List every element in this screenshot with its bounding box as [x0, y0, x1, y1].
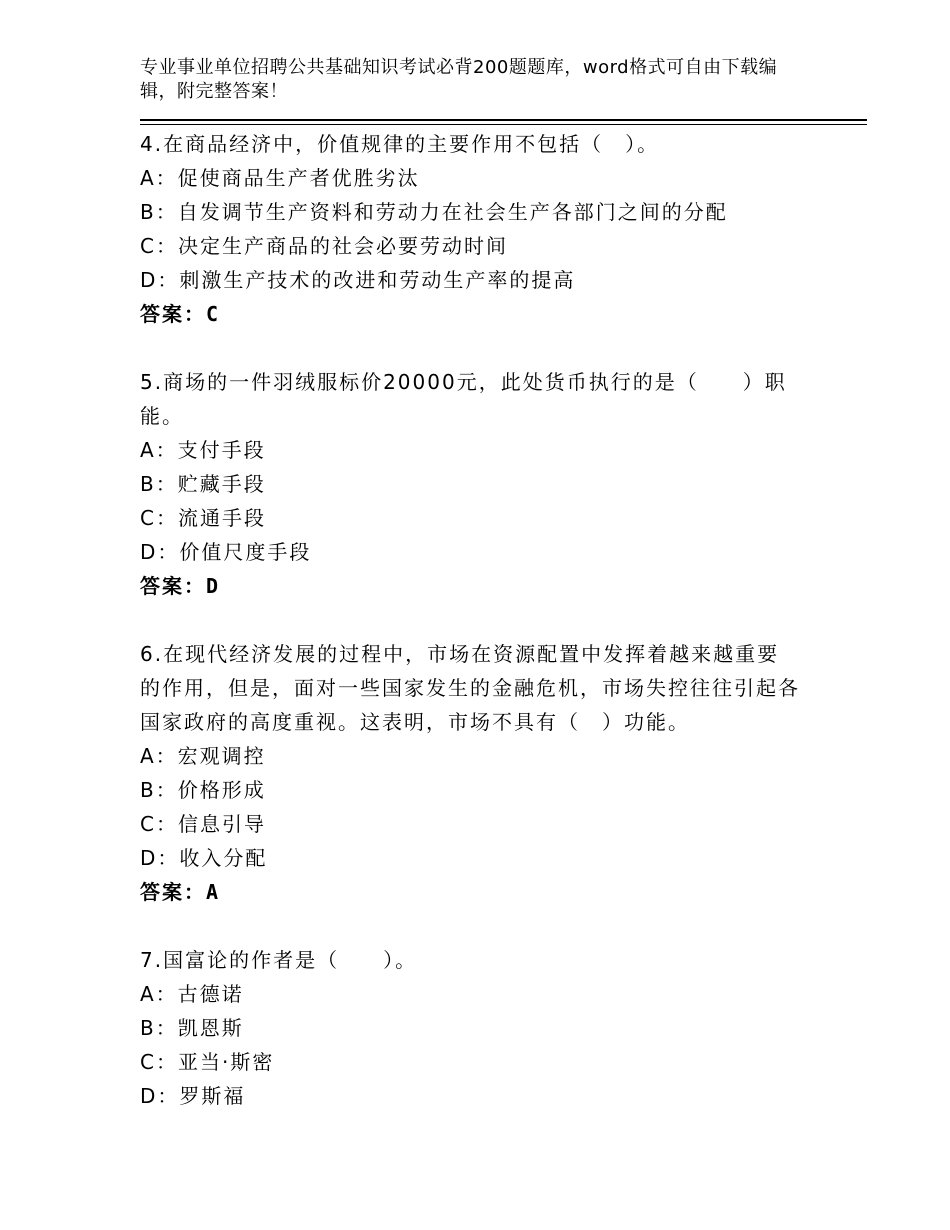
question-stem: 4.在商品经济中，价值规律的主要作用不包括（ ）。 — [140, 132, 660, 156]
answer-label: 答案： — [140, 880, 206, 904]
answer-value: D — [206, 574, 221, 598]
option-a: A：古德诺 — [140, 982, 244, 1006]
option-c: C：信息引导 — [140, 812, 266, 836]
question-stem: 5.商场的一件羽绒服标价20000元，此处货币执行的是（ ）职能。 — [140, 370, 787, 428]
option-d: D：刺激生产技术的改进和劳动生产率的提高 — [140, 268, 576, 292]
document-header: 专业事业单位招聘公共基础知识考试必背200题题库，word格式可自由下载编辑，附完整答案！ — [140, 57, 778, 102]
option-d: D：罗斯福 — [140, 1084, 246, 1108]
answer-line — [140, 297, 800, 331]
option-c: C：亚当·斯密 — [140, 1050, 275, 1074]
question-4 — [140, 127, 800, 331]
question-stem: 7.国富论的作者是（ ）。 — [140, 948, 418, 972]
answer-line — [140, 569, 800, 603]
answer-line — [140, 875, 800, 909]
header-rule-thin — [140, 124, 867, 125]
option-a: A：支付手段 — [140, 438, 266, 462]
question-7 — [140, 943, 800, 1113]
option-b: B：价格形成 — [140, 778, 266, 802]
option-c: C：决定生产商品的社会必要劳动时间 — [140, 234, 508, 258]
option-d: D：收入分配 — [140, 846, 268, 870]
option-a: A：宏观调控 — [140, 744, 266, 768]
answer-label: 答案： — [140, 574, 206, 598]
option-b: B：凯恩斯 — [140, 1016, 244, 1040]
question-6 — [140, 637, 800, 909]
header-rule-thick — [140, 119, 867, 121]
option-a: A：促使商品生产者优胜劣汰 — [140, 166, 420, 190]
answer-value: A — [206, 880, 221, 904]
option-b: B：贮藏手段 — [140, 472, 266, 496]
question-5 — [140, 365, 800, 603]
answer-value: C — [206, 302, 221, 326]
option-b: B：自发调节生产资料和劳动力在社会生产各部门之间的分配 — [140, 200, 728, 224]
option-d: D：价值尺度手段 — [140, 540, 312, 564]
answer-label: 答案： — [140, 302, 206, 326]
option-c: C：流通手段 — [140, 506, 266, 530]
question-stem: 6.在现代经济发展的过程中，市场在资源配置中发挥着越来越重要的作用，但是，面对一些国家发生的金融危机，市场失控往往引起各国家政府的高度重视。这表明，市场不具有（ ）功能。 — [140, 642, 800, 734]
question-list — [140, 127, 800, 1147]
